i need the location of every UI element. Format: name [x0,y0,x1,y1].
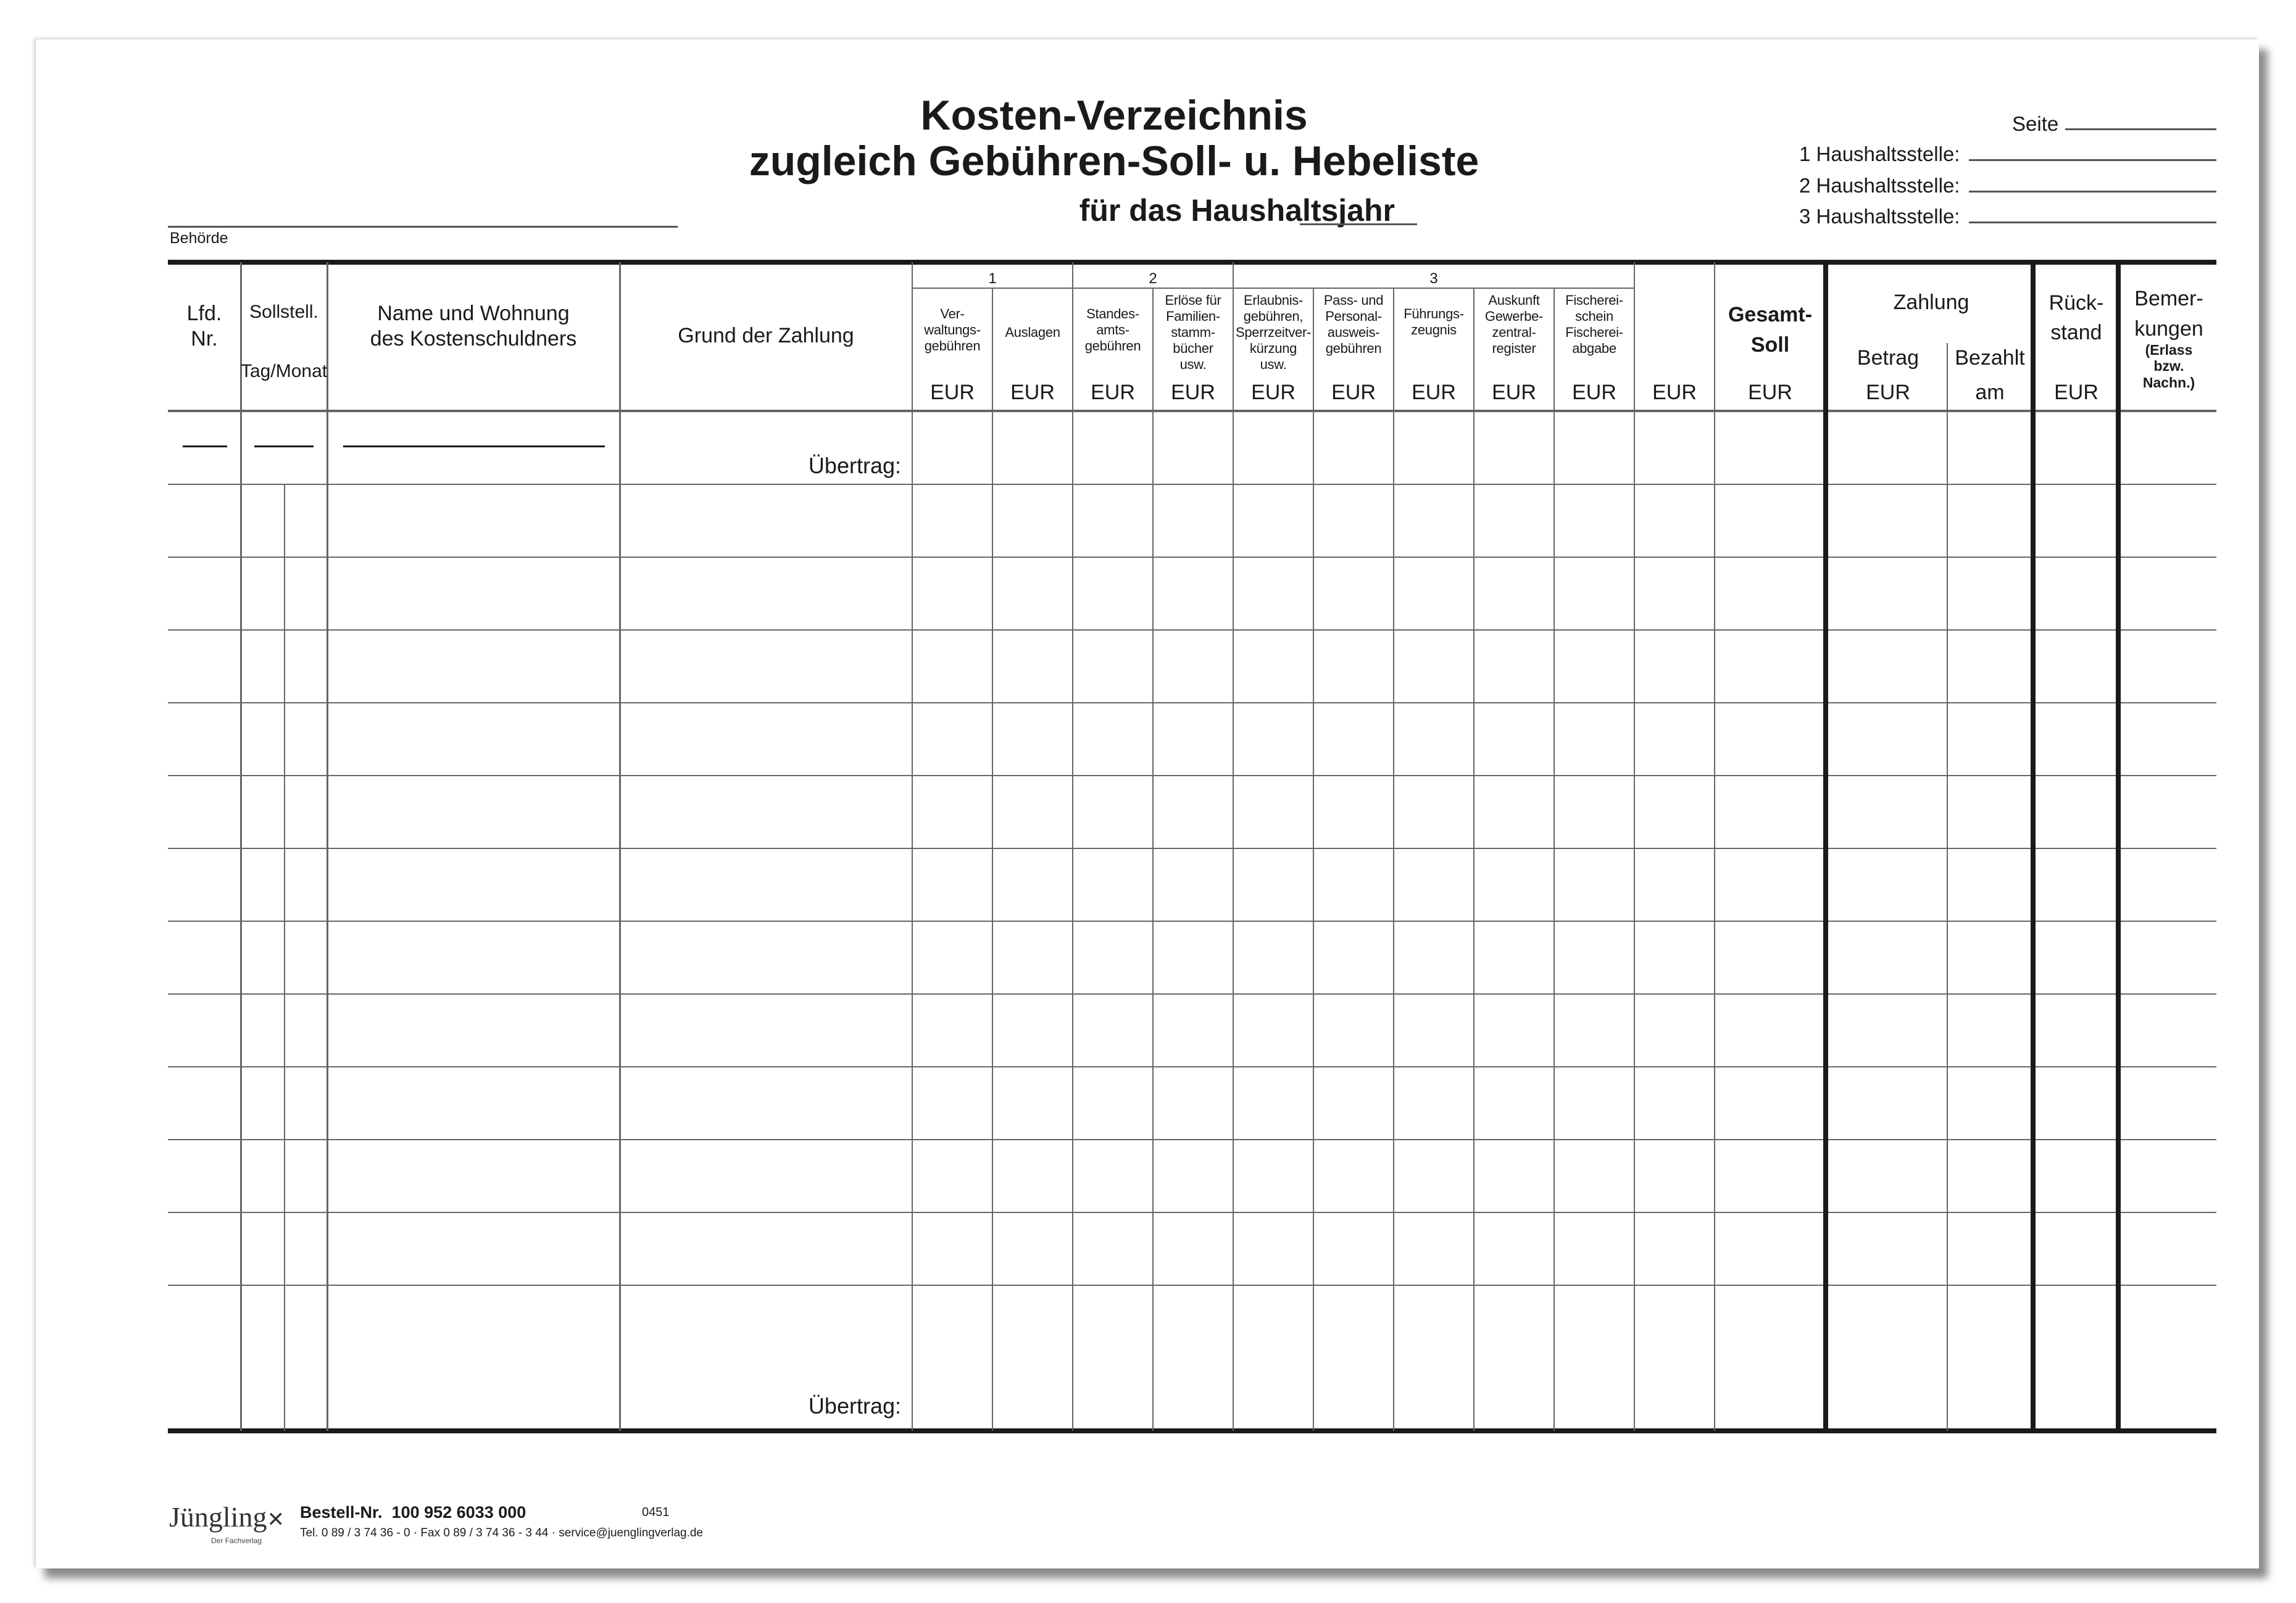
fee-column-header: Führungs- zeugnis [1404,306,1464,338]
col-name-header: Name und Wohnung des Kostenschuldners [370,302,577,350]
table-column-line [1714,262,1715,1431]
table-row-line [168,848,2216,849]
table-column-line-thick [1823,262,1828,1431]
carry-over-dash [343,445,605,447]
fee-column-header: Erlaubnis- gebühren, Sperrzeitver- kürzung usw. [1235,292,1312,372]
col-grund-header: Grund der Zahlung [678,324,854,347]
table-row-line [168,775,2216,776]
year-field[interactable] [1300,223,1417,225]
table-column-line [1313,289,1314,1431]
fee-column-header: Erlöse für Familien- stamm- bücher usw. [1165,292,1221,372]
currency-label: EUR [1748,381,1792,404]
col-bezahlt-am-label: am [1975,381,2005,404]
form-title-line2: zugleich Gebühren-Soll- u. Hebeliste [749,138,1479,184]
fee-column-header: Fischerei- schein Fischerei- abgabe [1565,292,1623,356]
table-column-line [1072,262,1073,1431]
publisher-logo [169,1501,285,1533]
table-column-line-thick [2116,262,2121,1431]
budget-item-1-field[interactable] [1969,159,2216,161]
form-code: 0451 [642,1506,670,1519]
currency-label: EUR [930,381,975,404]
col-soll-subheader: Tag/Monat [241,361,328,381]
table-row-line [168,1066,2216,1067]
table-column-line [240,262,242,1431]
currency-label: EUR [2054,381,2098,404]
table-column-line [992,289,993,1431]
currency-label: EUR [1091,381,1135,404]
publisher-tagline: Der Fachverlag [211,1536,262,1545]
publisher-contact: Tel. 0 89 / 3 74 36 - 0 · Fax 0 89 / 3 74 36 - 3 44 · service@juenglingverlag.de [300,1526,703,1539]
col-bemer-header: Bemer- kungen [2134,287,2203,341]
currency-label: EUR [1652,381,1697,404]
currency-label: EUR [1492,381,1536,404]
currency-label: EUR [1331,381,1376,404]
table-row-line [168,557,2216,558]
currency-label: EUR [1572,381,1616,404]
table-column-line [1393,289,1394,1431]
table-column-line [1152,289,1154,1431]
fee-column-header: Standes- amts- gebühren [1084,306,1141,354]
form-title: Kosten-Verzeichnis [920,92,1308,139]
budget-item-1: 1 Haushaltsstelle: [1799,143,1960,165]
carry-over-top: Übertrag: [808,453,901,478]
table-column-line [1473,289,1475,1431]
table-row-line [168,1285,2216,1286]
col-bemer-note: (Erlass bzw. Nachn.) [2142,342,2195,391]
table-row-line [168,484,2216,485]
order-number: Bestell-Nr. 100 952 6033 000 [300,1503,526,1522]
carry-over-bottom: Übertrag: [808,1393,901,1419]
col-gesamt-header: Gesamt- Soll [1728,303,1813,357]
currency-label: EUR [1866,381,1910,404]
group-number-2: 2 [1149,270,1157,287]
budget-item-2-field[interactable] [1969,191,2216,193]
budget-item-3-field[interactable] [1969,222,2216,223]
table-row-line [168,1139,2216,1140]
page-label: Seite [2012,112,2059,135]
table-row-line [168,921,2216,922]
table-row-line [168,993,2216,995]
form-subtitle: für das Haushaltsjahr [1079,193,1395,228]
group-number-1: 1 [988,270,997,287]
table-column-line [912,262,913,1431]
publisher-brand: Jüngling [169,1501,267,1533]
authority-label: Behörde [170,230,228,247]
header-bottom-line [168,410,2216,412]
col-soll-header: Sollstell. [249,302,318,322]
table-column-line [1634,262,1635,1431]
table-column-line [327,262,328,1431]
table-column-line [1233,262,1234,1431]
table-row-line [168,702,2216,703]
table-bottom-border [168,1428,2216,1433]
fee-column-header: Ver- waltungs- gebühren [924,306,981,354]
table-column-line-thick [2031,262,2036,1431]
col-bezahlt-header: Bezahlt [1955,346,2025,370]
sollstell-day-month-line [284,484,285,1431]
page-field[interactable] [2065,128,2216,130]
bezahlt-column-line [1947,343,1948,1431]
col-rueck-header: Rück- stand [2049,291,2104,344]
authority-field[interactable] [168,226,678,228]
currency-label: EUR [1010,381,1055,404]
budget-item-3: 3 Haushaltsstelle: [1799,205,1960,228]
currency-label: EUR [1251,381,1296,404]
fee-column-header: Auskunft Gewerbe- zentral- register [1484,292,1544,356]
fee-column-header: Pass- und Personal- ausweis- gebühren [1323,292,1384,356]
table-column-line [619,262,621,1431]
table-row-line [168,1212,2216,1213]
carry-over-dash [183,445,227,447]
currency-label: EUR [1171,381,1215,404]
table-column-line [1554,289,1555,1431]
form-sheet [36,39,2259,1568]
logo-mark-icon: ✕ [267,1507,285,1532]
col-zahlung-header: Zahlung [1893,291,1969,314]
col-lfd-header: Lfd. Nr. [186,302,222,350]
carry-over-dash [254,445,314,447]
fee-column-header: Auslagen [1005,325,1060,340]
budget-item-2: 2 Haushaltsstelle: [1799,174,1960,197]
col-betrag-header: Betrag [1857,346,1920,370]
currency-label: EUR [1412,381,1456,404]
table-row-line [168,629,2216,631]
table-top-border [168,260,2216,265]
group-number-3: 3 [1429,270,1438,287]
